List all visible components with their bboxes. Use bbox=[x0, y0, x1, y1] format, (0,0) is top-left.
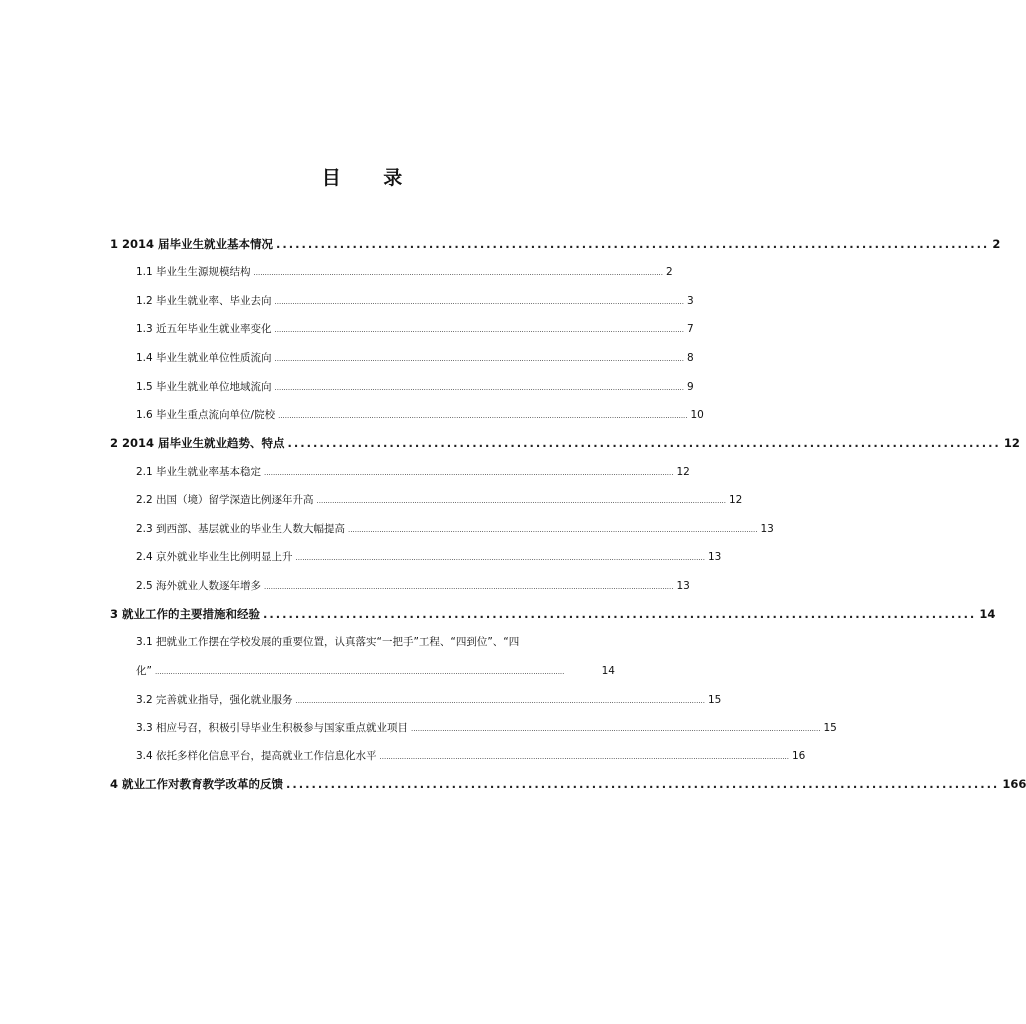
toc-entry-text: 1.2 毕业生就业率、毕业去向 bbox=[136, 295, 272, 307]
toc-entry-3-3[interactable] bbox=[136, 720, 837, 735]
toc-entry-2-3[interactable] bbox=[136, 521, 774, 536]
toc-entry-3-1-line1[interactable] bbox=[136, 634, 615, 649]
toc-entry-2-4[interactable] bbox=[136, 549, 722, 564]
dot-leader: ........................................................................................................................................................................................ bbox=[274, 326, 684, 334]
toc-entry-text: 1.6 毕业生重点流向单位/院校 bbox=[136, 409, 276, 421]
toc-entry-text: 1.3 近五年毕业生就业率变化 bbox=[136, 323, 272, 335]
toc-entry-text: 1.5 毕业生就业单位地域流向 bbox=[136, 381, 272, 393]
toc-entry-text: 3.2 完善就业指导，强化就业服务 bbox=[136, 694, 293, 706]
toc-page-number: 14 bbox=[979, 607, 996, 621]
toc-page-number: 12 bbox=[676, 466, 690, 478]
toc-page-number: 15 bbox=[823, 722, 837, 734]
dot-leader: ................................................................................................................ bbox=[276, 237, 990, 251]
dot-leader: ........................................................................................................................................................................................ bbox=[411, 725, 821, 733]
toc-page-number: 13 bbox=[676, 580, 690, 592]
dot-leader: ........................................................................................................................................................................................ bbox=[274, 298, 684, 306]
toc-entry-4[interactable] bbox=[110, 776, 1026, 792]
dot-leader: ........................................................................................................................................................................................ bbox=[274, 355, 684, 363]
dot-leader: ........................................................................................................................................................................................ bbox=[154, 668, 565, 676]
dot-leader: ........................................................................................................................................................................................ bbox=[379, 753, 789, 761]
toc-page-number: 13 bbox=[760, 523, 774, 535]
dot-leader: ................................................................................................................ bbox=[263, 607, 977, 621]
toc-entry-text: 3.4 依托多样化信息平台，提高就业工作信息化水平 bbox=[136, 750, 377, 762]
toc-page-number: 16 bbox=[791, 750, 806, 762]
toc-entry-1-4[interactable] bbox=[136, 350, 694, 365]
dot-leader: ........................................................................................................................................................................................ bbox=[295, 697, 705, 705]
toc-page-number: 9 bbox=[686, 381, 694, 393]
toc-entry-text: 2.5 海外就业人数逐年增多 bbox=[136, 580, 262, 592]
toc-entry-text: 3.3 相应号召，积极引导毕业生积极参与国家重点就业项目 bbox=[136, 722, 409, 734]
page-title: 目 录 bbox=[321, 167, 421, 189]
dot-leader: ........................................................................................................................................................................................ bbox=[253, 269, 663, 277]
toc-page-number: 13 bbox=[707, 551, 722, 563]
toc-entry-1-3[interactable] bbox=[136, 321, 694, 336]
toc-page-number: 8 bbox=[686, 352, 694, 364]
toc-entry-1-6[interactable] bbox=[136, 407, 704, 422]
toc-entry-text: 2.4 京外就业毕业生比例明显上升 bbox=[136, 551, 293, 563]
toc-page-number: 7 bbox=[686, 323, 694, 335]
toc-page-number: 2 bbox=[665, 266, 673, 278]
dot-leader: ........................................................................................................................................................................................ bbox=[264, 583, 674, 591]
toc-entry-text-continued: 化” bbox=[136, 665, 152, 677]
toc-entry-text: 2 2014 届毕业生就业趋势、特点 bbox=[110, 436, 285, 450]
toc-entry-text: 3.1 把就业工作摆在学校发展的重要位置，认真落实“一把手”工程、“四到位”、“四 bbox=[136, 636, 520, 648]
toc-entry-2-5[interactable] bbox=[136, 578, 690, 593]
toc-page-number: 15 bbox=[707, 694, 722, 706]
toc-entry-text: 2.1 毕业生就业率基本稳定 bbox=[136, 466, 262, 478]
dot-leader: ........................................................................................................................................................................................ bbox=[274, 384, 684, 392]
toc-entry-2-1[interactable] bbox=[136, 464, 690, 479]
toc-entry-2[interactable] bbox=[110, 435, 1020, 451]
dot-leader: ................................................................................................................ bbox=[286, 777, 1000, 791]
dot-leader: ........................................................................................................................................................................................ bbox=[264, 469, 674, 477]
toc-entry-3-4[interactable] bbox=[136, 748, 806, 763]
toc-page-number: 12 bbox=[728, 494, 743, 506]
dot-leader: ........................................................................................................................................................................................ bbox=[348, 526, 758, 534]
toc-entry-text: 4 就业工作对教育教学改革的反馈 bbox=[110, 777, 284, 791]
toc-entry-text: 1.1 毕业生生源规模结构 bbox=[136, 266, 251, 278]
toc-entry-1-2[interactable] bbox=[136, 293, 694, 308]
toc-entry-1-1[interactable] bbox=[136, 264, 673, 279]
toc-page-number: 166 bbox=[1002, 777, 1026, 791]
dot-leader: ........................................................................................................................................................................................ bbox=[278, 412, 688, 420]
toc-entry-1[interactable] bbox=[110, 236, 1001, 252]
dot-leader: ........................................................................................................................................................................................ bbox=[316, 497, 726, 505]
toc-entry-text: 2.2 出国（境）留学深造比例逐年升高 bbox=[136, 494, 314, 506]
toc-page-number: 12 bbox=[1003, 436, 1020, 450]
toc-entry-text: 3 就业工作的主要措施和经验 bbox=[110, 607, 261, 621]
toc-entry-3[interactable] bbox=[110, 606, 996, 622]
toc-page-number: 2 bbox=[992, 237, 1001, 251]
toc-entry-3-1-line2[interactable] bbox=[136, 663, 615, 678]
toc-entry-text: 1.4 毕业生就业单位性质流向 bbox=[136, 352, 272, 364]
toc-entry-text: 1 2014 届毕业生就业基本情况 bbox=[110, 237, 274, 251]
toc-entry-2-2[interactable] bbox=[136, 492, 743, 507]
toc-page-number: 3 bbox=[686, 295, 694, 307]
toc-page-number: 14 bbox=[601, 665, 615, 677]
toc-entry-text: 2.3 到西部、基层就业的毕业生人数大幅提高 bbox=[136, 523, 346, 535]
dot-leader: ................................................................................................................ bbox=[287, 436, 1001, 450]
toc-entry-1-5[interactable] bbox=[136, 379, 694, 394]
dot-leader: ........................................................................................................................................................................................ bbox=[295, 554, 705, 562]
toc-page-number: 10 bbox=[690, 409, 704, 421]
toc-entry-3-2[interactable] bbox=[136, 692, 722, 707]
